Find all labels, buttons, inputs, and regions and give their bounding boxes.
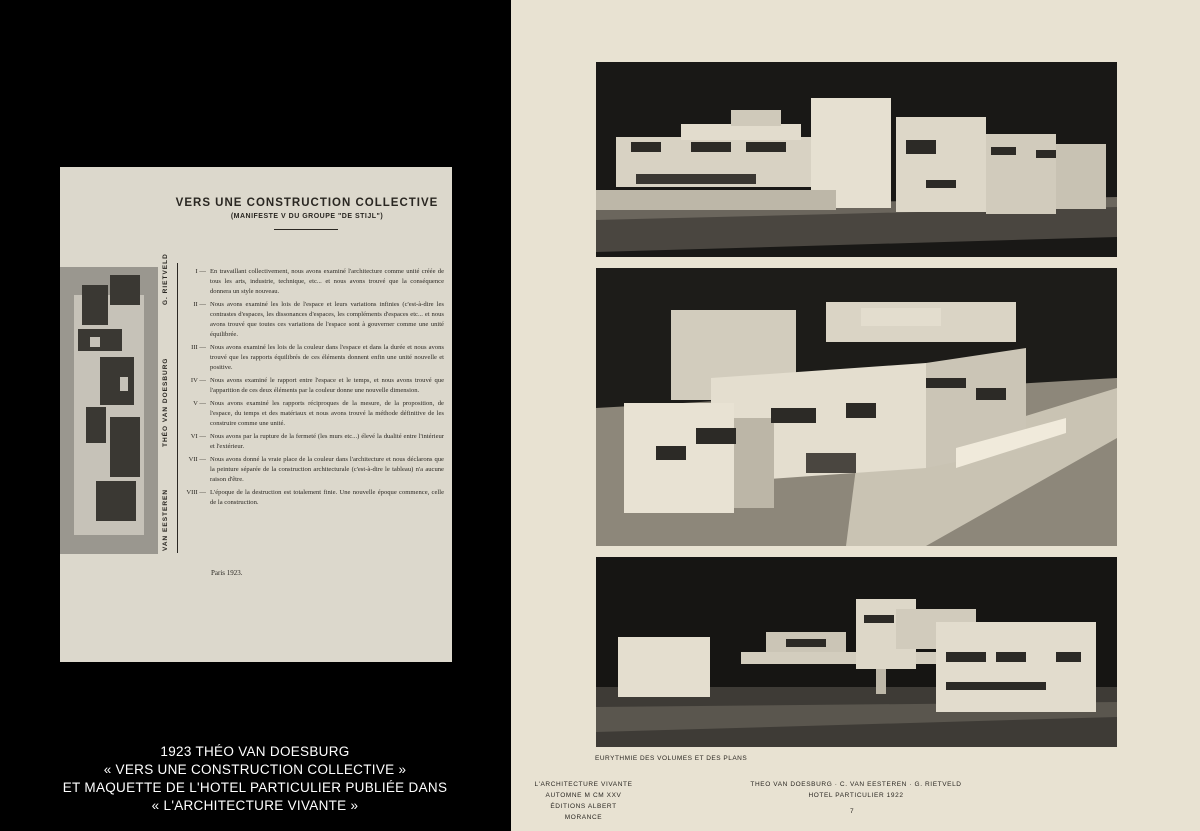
manifesto-title: VERS UNE CONSTRUCTION COLLECTIVE [175,197,439,209]
authors-divider [177,263,178,553]
manifesto-item: I — En travaillant collectivement, nous avons examiné l'architecture comme unité créée de tous les arts, industrie, technique, etc... et nous avons trouvé que la conséquence donnera un style nouveau. [195,268,444,295]
publisher: ÉDITIONS ALBERT MORANCE [550,803,617,821]
manifesto-item: II — Nous avons examiné les lois de l'espace et leurs variations infinies (c'est-à-dire les contrastes d'espaces, les dissonances d'espaces, les compléments d'espaces etc... et nous avons trouvé que toutes ces variations de l'espace sont à gouverner comme une unité équilibrée. [193,301,444,338]
manifesto-item: III — Nous avons examiné les lois de la couleur dans l'espace et dans la durée et nous avons trouvé que les rapports équilibrés de ces éléments donnent enfin une unité nouvelle et positive. [191,344,444,371]
model-photo-3 [596,557,1117,747]
model-photo-1 [596,62,1117,257]
manifesto-item: IV — Nous avons examiné le rapport entre l'espace et le temps, et nous avons trouvé que l'apparition de ces deux éléments par la couleur donne une nouvelle dimension. [190,377,444,394]
author-van-doesburg: THÉO VAN DOESBURG [162,357,169,447]
manifesto-signature: Paris 1923. [211,569,243,577]
image-caption [0,743,510,815]
magazine-page [511,0,1200,831]
authors-column [162,253,184,554]
manifesto-subtitle: (MANIFESTE V DU GROUPE "DE STIJL") [230,213,384,220]
project-info [741,779,971,801]
model-plan-photo [60,267,158,554]
manifesto-page [60,167,452,662]
manifesto-item: V — Nous avons examiné les rapports réciproques de la mesure, de la proposition, de l'espace, du temps et des matériaux et nous avons trouvé la méthode définitive de les construire comme une unité. [193,400,444,427]
caption-line-3: ET MAQUETTE DE L'HOTEL PARTICULIER PUBLIÉE DANS [62,780,448,795]
publication-title: L'ARCHITECTURE VIVANTE [534,781,633,788]
manifesto-item: VI — Nous avons par la rupture de la fermeté (les murs etc...) élevé la dualité entre l'intérieur et l'extérieur. [190,433,444,450]
manifesto-item: VIII — L'époque de la destruction est totalement finie. Une nouvelle époque commence, celle de la construction. [186,489,444,506]
publication-info [531,779,636,823]
manifesto-item: VII — Nous avons donné la vraie place de la couleur dans l'architecture et nous déclarons que la peinture séparée de la construction architecturale (c'est-à-dire le tableau) n'a aucune raison d'être. [188,456,444,483]
model-photo-2 [596,268,1117,546]
author-rietveld: G. RIETVELD [162,253,169,305]
manifesto-items [184,267,444,511]
author-van-eesteren: VAN EESTEREN [162,488,169,551]
title-underline [274,229,338,230]
project-title: HOTEL PARTICULIER 1922 [808,792,904,799]
caption-line-4: « L'ARCHITECTURE VIVANTE » [151,798,359,813]
project-architects: THEO VAN DOESBURG · C. VAN EESTEREN · G. RIETVELD [750,781,962,788]
caption-line-1: 1923 THÉO VAN DOESBURG [160,744,350,759]
caption-line-2: « VERS UNE CONSTRUCTION COLLECTIVE » [103,762,407,777]
publication-season: AUTOMNE M CM XXV [545,792,622,799]
left-panel [0,0,510,831]
page-number: 7 [850,808,854,815]
plate-caption: EURYTHMIE DES VOLUMES ET DES PLANS [595,755,748,762]
